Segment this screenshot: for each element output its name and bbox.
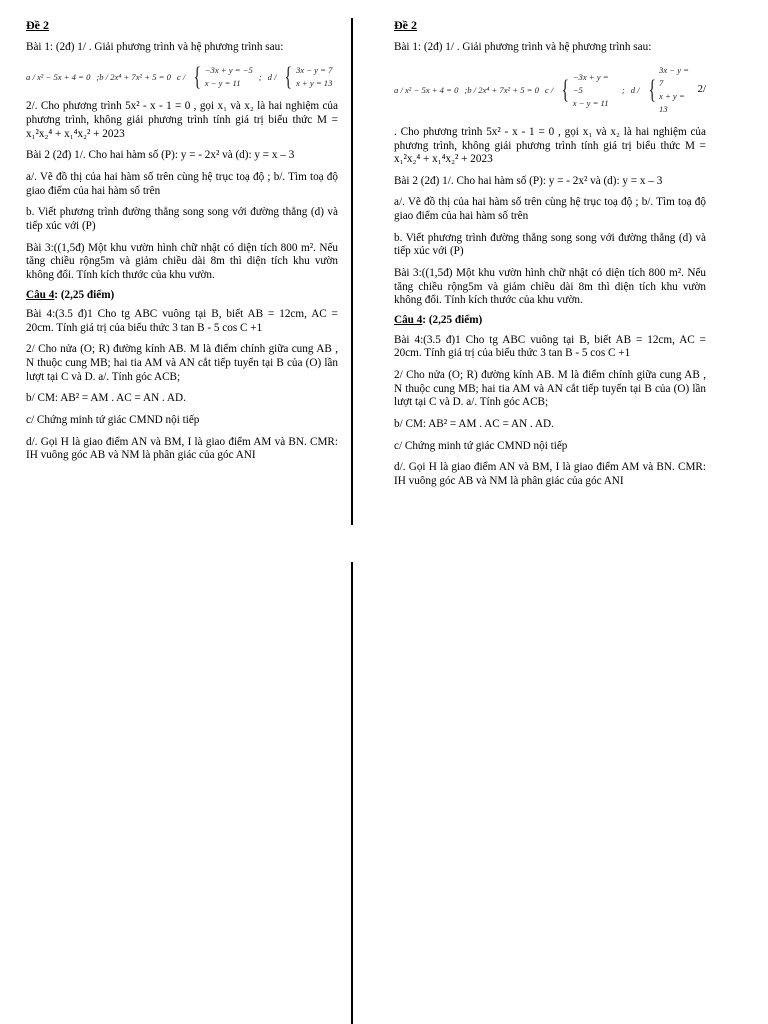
- equation-a: a / x² − 5x + 4 = 0: [26, 72, 91, 83]
- bai4-d: d/. Gọi H là giao điểm AN và BM, I là giao điểm AM và BN. CMR: IH vuông góc AB và NM là phân giác của góc ANI: [26, 435, 338, 462]
- exam-title: Đề 2: [26, 18, 49, 32]
- system-d-line2: x + y = 13: [659, 91, 685, 114]
- equation-d-label: d /: [630, 84, 640, 95]
- system-c-line2: x − y = 11: [204, 78, 241, 89]
- exam-column-left: [26, 18, 338, 463]
- exam-title: Đề 2: [394, 18, 417, 32]
- system-c-line2: x − y = 11: [572, 97, 609, 108]
- bai2-b: b. Viết phương trình đường thẳng song song với đường thẳng (d) và tiếp xúc với (P): [394, 231, 706, 258]
- equation-b: ;b / 2x⁴ + 7x² + 5 = 0: [96, 72, 171, 83]
- bai1-intro: Bài 1: (2đ) 1/ . Giải phương trình và hệ phương trình sau:: [26, 40, 284, 53]
- equation-b: ;b / 2x⁴ + 7x² + 5 = 0: [464, 84, 539, 95]
- bai2-intro: Bài 2 (2đ) 1/. Cho hai hàm số (P): y = - 2x² và (d): y = x – 3: [394, 174, 663, 187]
- brace-icon: {: [193, 62, 202, 92]
- column-divider-bottom: [351, 562, 353, 1024]
- system-d-line1: 3x − y = 7: [295, 65, 333, 76]
- bai2-a: a/. Vẽ đồ thị của hai hàm số trên cùng hệ trục toạ độ ; b/. Tìm toạ độ giao điểm của hai hàm số trên: [26, 170, 338, 197]
- equation-separator: ;: [621, 84, 625, 95]
- bai1-intro: Bài 1: (2đ) 1/ . Giải phương trình và hệ phương trình sau:: [394, 40, 652, 53]
- bai4-1: Bài 4:(3.5 đ)1 Cho tg ABC vuông tại B, biết AB = 12cm, AC = 20cm. Tính giá trị của biểu thức 3 tan B - 5 cos C +1: [26, 308, 338, 334]
- bai2-a: a/. Vẽ đồ thị của hai hàm số trên cùng hệ trục toạ độ ; b/. Tìm toạ độ giao điểm của hai hàm số trên: [394, 196, 706, 223]
- equation-trailing-text: 2/: [697, 83, 706, 96]
- bai4-b: b/ CM: AB² = AM . AC = AN . AD.: [26, 392, 186, 405]
- bai2-intro: Bài 2 (2đ) 1/. Cho hai hàm số (P): y = - 2x² và (d): y = x – 3: [26, 149, 295, 162]
- equation-c-label: c /: [176, 72, 186, 83]
- equations-row: [394, 64, 706, 116]
- bai4-d: d/. Gọi H là giao điểm AN và BM, I là giao điểm AM và BN. CMR: IH vuông góc AB và NM là phân giác của góc ANI: [394, 461, 706, 487]
- column-divider-top: [351, 18, 353, 525]
- equation-separator: ;: [258, 72, 262, 83]
- bai4-1: Bài 4:(3.5 đ)1 Cho tg ABC vuông tại B, biết AB = 12cm, AC = 20cm. Tính giá trị của biểu thức 3 tan B - 5 cos C +1: [394, 333, 706, 360]
- equation-system-d: [282, 64, 332, 90]
- system-c-line1: −3x + y = −5: [572, 71, 609, 95]
- equation-system-c: [559, 71, 616, 110]
- system-c-line1: −3x + y = −5: [204, 65, 253, 76]
- exam-column-right: [394, 18, 706, 489]
- system-d-line1: 3x − y = 7: [659, 65, 689, 89]
- brace-icon: {: [561, 75, 570, 105]
- bai1-part2: . Cho phương trình 5x² - x - 1 = 0 , gọi x₁ và x₂ là hai nghiệm của phương trình, không giải phương trình tính giá trị biểu thức M = x₁²x₂⁴ + x₁⁴x₂² + 2023: [394, 125, 706, 166]
- cau4-points: : (2,25 điểm): [54, 288, 115, 301]
- bai4-c: c/ Chứng minh tứ giác CMND nội tiếp: [26, 414, 200, 427]
- bai4-2: 2/ Cho nửa (O; R) đường kính AB. M là điểm chính giữa cung AB , N thuộc cung MB; hai tia AM và AN cắt tiếp tuyến tại B của (O) lần lượt tại C và D. a/. Tính góc ACB;: [394, 369, 706, 409]
- equation-c-label: c /: [544, 84, 554, 95]
- bai2-b: b. Viết phương trình đường thẳng song song với đường thẳng (d) và tiếp xúc với (P): [26, 206, 338, 232]
- cau4-label: Câu 4: [26, 288, 55, 301]
- bai1-part2: 2/. Cho phương trình 5x² - x - 1 = 0 , gọi x₁ và x₂ là hai nghiệm của phương trình, không giải phương trình tính giá trị biểu thức M = x₁²x₂⁴ + x₁⁴x₂² + 2023: [26, 100, 338, 140]
- bai4-b: b/ CM: AB² = AM . AC = AN . AD.: [394, 418, 554, 430]
- equation-a: a / x² − 5x + 4 = 0: [394, 84, 459, 95]
- equations-row: [26, 64, 338, 90]
- brace-icon: {: [648, 75, 656, 105]
- brace-icon: {: [284, 62, 293, 92]
- equation-d-label: d /: [267, 72, 277, 83]
- cau4-label: Câu 4: [394, 314, 423, 327]
- cau4-heading: [394, 314, 706, 328]
- bai4-c: c/ Chứng minh tứ giác CMND nội tiếp: [394, 439, 568, 452]
- system-d-line2: x + y = 13: [295, 78, 333, 89]
- bai4-2: 2/ Cho nửa (O; R) đường kính AB. M là điểm chính giữa cung AB , N thuộc cung MB; hai tia AM và AN cắt tiếp tuyến tại B của (O) lần lượt tại C và D. a/. Tính góc ACB;: [26, 343, 338, 383]
- cau4-heading: [26, 289, 338, 303]
- equation-system-c: [191, 64, 253, 90]
- equation-system-d: [646, 64, 692, 116]
- cau4-points: : (2,25 điểm): [422, 314, 483, 327]
- bai3: Bài 3:((1,5đ) Một khu vườn hình chữ nhật có diện tích 800 m². Nếu tăng chiều rộng5m và giảm chiều dài 8m thì diện tích khu vườn không đổi. Tính kích thước của khu vườn.: [26, 241, 338, 281]
- bai3: Bài 3:((1,5đ) Một khu vườn hình chữ nhật có diện tích 800 m². Nếu tăng chiều rộng5m và giảm chiều dài 8m thì diện tích khu vườn không đổi. Tính kích thước của khu vườn.: [394, 267, 706, 307]
